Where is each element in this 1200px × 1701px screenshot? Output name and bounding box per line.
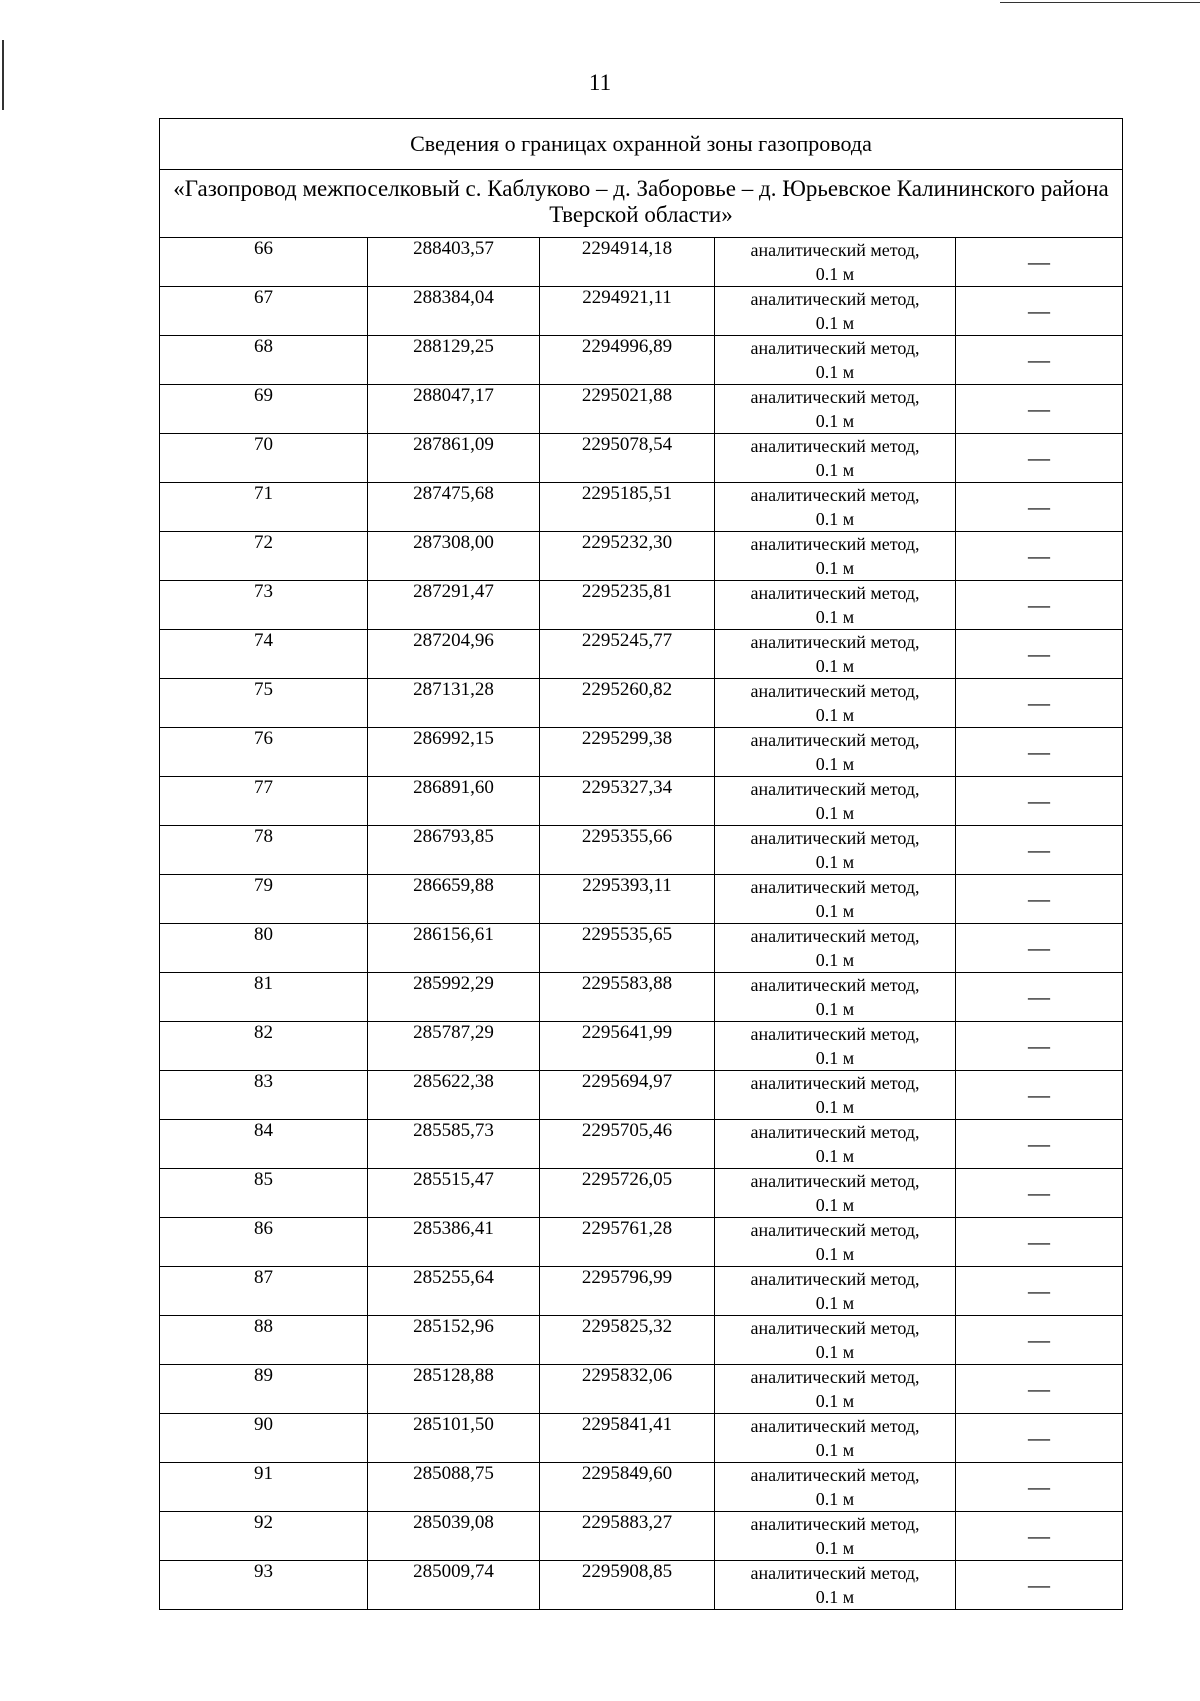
- note-cell: —: [956, 728, 1123, 777]
- x-coordinate-cell: 285386,41: [368, 1218, 540, 1267]
- y-coordinate-cell: 2295235,81: [540, 581, 715, 630]
- table-row: [160, 1022, 1123, 1071]
- method-cell: [715, 1365, 956, 1414]
- method-text: аналитический метод,: [750, 779, 920, 799]
- method-cell: [715, 1561, 956, 1610]
- table-row: [160, 1414, 1123, 1463]
- x-coordinate-cell: 286992,15: [368, 728, 540, 777]
- point-number-cell: 74: [160, 630, 368, 679]
- method-text: аналитический метод,: [750, 289, 920, 309]
- method-text: аналитический метод,: [750, 1514, 920, 1534]
- method-text: аналитический метод,: [750, 583, 920, 603]
- method-cell: [715, 630, 956, 679]
- method-cell: [715, 826, 956, 875]
- table-row: [160, 1218, 1123, 1267]
- method-text: аналитический метод,: [750, 1073, 920, 1093]
- method-text: аналитический метод,: [750, 1122, 920, 1142]
- table-row: [160, 1463, 1123, 1512]
- note-cell: —: [956, 336, 1123, 385]
- y-coordinate-cell: 2295583,88: [540, 973, 715, 1022]
- point-number-cell: 70: [160, 434, 368, 483]
- y-coordinate-cell: 2294914,18: [540, 238, 715, 287]
- note-cell: —: [956, 1414, 1123, 1463]
- note-cell: —: [956, 581, 1123, 630]
- precision-text: 0.1 м: [815, 1587, 855, 1607]
- note-cell: —: [956, 1120, 1123, 1169]
- point-number-cell: 91: [160, 1463, 368, 1512]
- x-coordinate-cell: 285585,73: [368, 1120, 540, 1169]
- method-cell: [715, 385, 956, 434]
- precision-text: 0.1 м: [815, 1097, 855, 1117]
- y-coordinate-cell: 2295641,99: [540, 1022, 715, 1071]
- method-text: аналитический метод,: [750, 1563, 920, 1583]
- table-row: [160, 1120, 1123, 1169]
- boundary-coordinates-table: [159, 118, 1123, 1610]
- note-cell: —: [956, 483, 1123, 532]
- table-subtitle: «Газопровод межпоселковый с. Каблуково – д. Заборовье – д. Юрьевское Калининского района Тверской области»: [160, 170, 1123, 238]
- method-cell: [715, 728, 956, 777]
- x-coordinate-cell: 285039,08: [368, 1512, 540, 1561]
- x-coordinate-cell: 285255,64: [368, 1267, 540, 1316]
- method-text: аналитический метод,: [750, 338, 920, 358]
- table-row: [160, 336, 1123, 385]
- precision-text: 0.1 м: [815, 1538, 855, 1558]
- table-row: [160, 1561, 1123, 1610]
- x-coordinate-cell: 285088,75: [368, 1463, 540, 1512]
- x-coordinate-cell: 288384,04: [368, 287, 540, 336]
- precision-text: 0.1 м: [815, 803, 855, 823]
- method-cell: [715, 581, 956, 630]
- note-cell: —: [956, 287, 1123, 336]
- y-coordinate-cell: 2295299,38: [540, 728, 715, 777]
- note-cell: —: [956, 385, 1123, 434]
- method-cell: [715, 1463, 956, 1512]
- precision-text: 0.1 м: [815, 1293, 855, 1313]
- precision-text: 0.1 м: [815, 950, 855, 970]
- table-row: [160, 826, 1123, 875]
- method-text: аналитический метод,: [750, 877, 920, 897]
- method-cell: [715, 532, 956, 581]
- x-coordinate-cell: 285787,29: [368, 1022, 540, 1071]
- x-coordinate-cell: 286793,85: [368, 826, 540, 875]
- x-coordinate-cell: 285101,50: [368, 1414, 540, 1463]
- page-number: 11: [588, 70, 612, 95]
- table-row: [160, 924, 1123, 973]
- method-text: аналитический метод,: [750, 1024, 920, 1044]
- table-row: [160, 728, 1123, 777]
- point-number-cell: 79: [160, 875, 368, 924]
- table-row: [160, 679, 1123, 728]
- table-row: [160, 287, 1123, 336]
- x-coordinate-cell: 287308,00: [368, 532, 540, 581]
- point-number-cell: 72: [160, 532, 368, 581]
- point-number-cell: 84: [160, 1120, 368, 1169]
- method-cell: [715, 238, 956, 287]
- table-row: [160, 1071, 1123, 1120]
- point-number-cell: 89: [160, 1365, 368, 1414]
- method-text: аналитический метод,: [750, 240, 920, 260]
- x-coordinate-cell: 285152,96: [368, 1316, 540, 1365]
- y-coordinate-cell: 2294996,89: [540, 336, 715, 385]
- note-cell: —: [956, 630, 1123, 679]
- point-number-cell: 81: [160, 973, 368, 1022]
- precision-text: 0.1 м: [815, 411, 855, 431]
- y-coordinate-cell: 2295832,06: [540, 1365, 715, 1414]
- note-cell: —: [956, 1022, 1123, 1071]
- point-number-cell: 80: [160, 924, 368, 973]
- method-cell: [715, 1316, 956, 1365]
- method-text: аналитический метод,: [750, 485, 920, 505]
- method-text: аналитический метод,: [750, 1318, 920, 1338]
- note-cell: —: [956, 973, 1123, 1022]
- note-cell: —: [956, 1267, 1123, 1316]
- method-text: аналитический метод,: [750, 1269, 920, 1289]
- method-cell: [715, 483, 956, 532]
- note-cell: —: [956, 1169, 1123, 1218]
- method-text: аналитический метод,: [750, 387, 920, 407]
- method-cell: [715, 1022, 956, 1071]
- table-row: [160, 581, 1123, 630]
- y-coordinate-cell: 2295796,99: [540, 1267, 715, 1316]
- method-text: аналитический метод,: [750, 681, 920, 701]
- x-coordinate-cell: 287861,09: [368, 434, 540, 483]
- point-number-cell: 77: [160, 777, 368, 826]
- method-cell: [715, 434, 956, 483]
- table-body: [160, 119, 1123, 1610]
- y-coordinate-cell: 2295021,88: [540, 385, 715, 434]
- method-text: аналитический метод,: [750, 730, 920, 750]
- precision-text: 0.1 м: [815, 264, 855, 284]
- y-coordinate-cell: 2295883,27: [540, 1512, 715, 1561]
- method-text: аналитический метод,: [750, 975, 920, 995]
- y-coordinate-cell: 2294921,11: [540, 287, 715, 336]
- method-text: аналитический метод,: [750, 1171, 920, 1191]
- precision-text: 0.1 м: [815, 460, 855, 480]
- note-cell: —: [956, 1218, 1123, 1267]
- y-coordinate-cell: 2295849,60: [540, 1463, 715, 1512]
- x-coordinate-cell: 288047,17: [368, 385, 540, 434]
- point-number-cell: 78: [160, 826, 368, 875]
- method-text: аналитический метод,: [750, 436, 920, 456]
- point-number-cell: 93: [160, 1561, 368, 1610]
- table-row: [160, 1316, 1123, 1365]
- method-text: аналитический метод,: [750, 1367, 920, 1387]
- precision-text: 0.1 м: [815, 1342, 855, 1362]
- method-cell: [715, 1267, 956, 1316]
- table-row: [160, 238, 1123, 287]
- method-text: аналитический метод,: [750, 926, 920, 946]
- precision-text: 0.1 м: [815, 705, 855, 725]
- method-cell: [715, 1512, 956, 1561]
- note-cell: —: [956, 434, 1123, 483]
- x-coordinate-cell: 285992,29: [368, 973, 540, 1022]
- precision-text: 0.1 м: [815, 1244, 855, 1264]
- precision-text: 0.1 м: [815, 313, 855, 333]
- precision-text: 0.1 м: [815, 1440, 855, 1460]
- method-cell: [715, 973, 956, 1022]
- y-coordinate-cell: 2295078,54: [540, 434, 715, 483]
- precision-text: 0.1 м: [815, 1195, 855, 1215]
- point-number-cell: 83: [160, 1071, 368, 1120]
- precision-text: 0.1 м: [815, 999, 855, 1019]
- precision-text: 0.1 м: [815, 509, 855, 529]
- table-subtitle-row: [160, 170, 1123, 238]
- x-coordinate-cell: 287475,68: [368, 483, 540, 532]
- precision-text: 0.1 м: [815, 656, 855, 676]
- table-row: [160, 1267, 1123, 1316]
- precision-text: 0.1 м: [815, 362, 855, 382]
- table-row: [160, 875, 1123, 924]
- method-text: аналитический метод,: [750, 1220, 920, 1240]
- table-row: [160, 630, 1123, 679]
- table-row: [160, 385, 1123, 434]
- point-number-cell: 73: [160, 581, 368, 630]
- note-cell: —: [956, 924, 1123, 973]
- table-row: [160, 973, 1123, 1022]
- note-cell: —: [956, 875, 1123, 924]
- point-number-cell: 85: [160, 1169, 368, 1218]
- y-coordinate-cell: 2295355,66: [540, 826, 715, 875]
- method-cell: [715, 287, 956, 336]
- table-title-row: [160, 119, 1123, 170]
- table-row: [160, 777, 1123, 826]
- x-coordinate-cell: 285009,74: [368, 1561, 540, 1610]
- x-coordinate-cell: 286891,60: [368, 777, 540, 826]
- y-coordinate-cell: 2295327,34: [540, 777, 715, 826]
- precision-text: 0.1 м: [815, 1048, 855, 1068]
- note-cell: —: [956, 1561, 1123, 1610]
- table-row: [160, 1512, 1123, 1561]
- x-coordinate-cell: 288129,25: [368, 336, 540, 385]
- point-number-cell: 87: [160, 1267, 368, 1316]
- x-coordinate-cell: 287204,96: [368, 630, 540, 679]
- method-cell: [715, 679, 956, 728]
- y-coordinate-cell: 2295705,46: [540, 1120, 715, 1169]
- method-text: аналитический метод,: [750, 632, 920, 652]
- point-number-cell: 86: [160, 1218, 368, 1267]
- method-cell: [715, 875, 956, 924]
- point-number-cell: 67: [160, 287, 368, 336]
- method-cell: [715, 1414, 956, 1463]
- precision-text: 0.1 м: [815, 852, 855, 872]
- precision-text: 0.1 м: [815, 1146, 855, 1166]
- y-coordinate-cell: 2295726,05: [540, 1169, 715, 1218]
- table-row: [160, 434, 1123, 483]
- precision-text: 0.1 м: [815, 1489, 855, 1509]
- method-text: аналитический метод,: [750, 1465, 920, 1485]
- y-coordinate-cell: 2295393,11: [540, 875, 715, 924]
- note-cell: —: [956, 1512, 1123, 1561]
- x-coordinate-cell: 287291,47: [368, 581, 540, 630]
- x-coordinate-cell: 286156,61: [368, 924, 540, 973]
- point-number-cell: 69: [160, 385, 368, 434]
- method-cell: [715, 1218, 956, 1267]
- y-coordinate-cell: 2295245,77: [540, 630, 715, 679]
- note-cell: —: [956, 238, 1123, 287]
- y-coordinate-cell: 2295908,85: [540, 1561, 715, 1610]
- y-coordinate-cell: 2295694,97: [540, 1071, 715, 1120]
- point-number-cell: 76: [160, 728, 368, 777]
- note-cell: —: [956, 826, 1123, 875]
- x-coordinate-cell: 287131,28: [368, 679, 540, 728]
- precision-text: 0.1 м: [815, 1391, 855, 1411]
- y-coordinate-cell: 2295232,30: [540, 532, 715, 581]
- table-row: [160, 1169, 1123, 1218]
- method-cell: [715, 924, 956, 973]
- table-row: [160, 483, 1123, 532]
- note-cell: —: [956, 532, 1123, 581]
- method-text: аналитический метод,: [750, 534, 920, 554]
- method-text: аналитический метод,: [750, 1416, 920, 1436]
- point-number-cell: 66: [160, 238, 368, 287]
- x-coordinate-cell: 285128,88: [368, 1365, 540, 1414]
- note-cell: —: [956, 679, 1123, 728]
- precision-text: 0.1 м: [815, 558, 855, 578]
- point-number-cell: 88: [160, 1316, 368, 1365]
- method-text: аналитический метод,: [750, 828, 920, 848]
- precision-text: 0.1 м: [815, 754, 855, 774]
- y-coordinate-cell: 2295260,82: [540, 679, 715, 728]
- method-cell: [715, 1071, 956, 1120]
- method-cell: [715, 777, 956, 826]
- precision-text: 0.1 м: [815, 901, 855, 921]
- y-coordinate-cell: 2295185,51: [540, 483, 715, 532]
- y-coordinate-cell: 2295761,28: [540, 1218, 715, 1267]
- point-number-cell: 92: [160, 1512, 368, 1561]
- note-cell: —: [956, 1463, 1123, 1512]
- y-coordinate-cell: 2295825,32: [540, 1316, 715, 1365]
- point-number-cell: 90: [160, 1414, 368, 1463]
- point-number-cell: 71: [160, 483, 368, 532]
- y-coordinate-cell: 2295535,65: [540, 924, 715, 973]
- x-coordinate-cell: 285622,38: [368, 1071, 540, 1120]
- table-row: [160, 532, 1123, 581]
- note-cell: —: [956, 1071, 1123, 1120]
- table-title: Сведения о границах охранной зоны газопровода: [160, 119, 1123, 170]
- point-number-cell: 68: [160, 336, 368, 385]
- note-cell: —: [956, 1365, 1123, 1414]
- point-number-cell: 75: [160, 679, 368, 728]
- precision-text: 0.1 м: [815, 607, 855, 627]
- scan-edge-mark-top: [1000, 2, 1200, 3]
- table-row: [160, 1365, 1123, 1414]
- method-cell: [715, 1120, 956, 1169]
- x-coordinate-cell: 286659,88: [368, 875, 540, 924]
- note-cell: —: [956, 777, 1123, 826]
- x-coordinate-cell: 288403,57: [368, 238, 540, 287]
- method-cell: [715, 336, 956, 385]
- note-cell: —: [956, 1316, 1123, 1365]
- point-number-cell: 82: [160, 1022, 368, 1071]
- x-coordinate-cell: 285515,47: [368, 1169, 540, 1218]
- method-cell: [715, 1169, 956, 1218]
- y-coordinate-cell: 2295841,41: [540, 1414, 715, 1463]
